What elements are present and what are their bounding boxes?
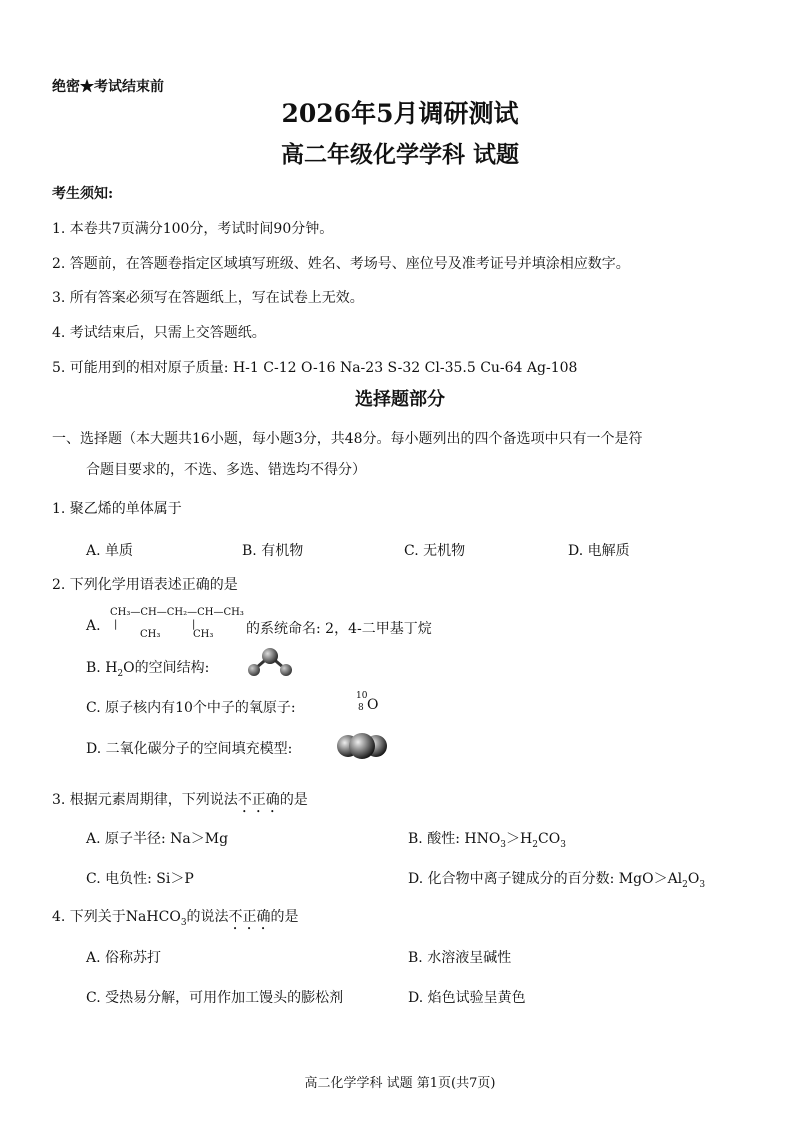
notice-item: 5. 可能用到的相对原子质量: H-1 C-12 O-16 Na-23 S-32 Cl-35.5 Cu-64 Ag-108 <box>52 360 578 376</box>
q2-option-d: D. 二氧化碳分子的空间填充模型: <box>86 741 293 757</box>
q3-option-d: D. 化合物中离子键成分的百分数: $MgO>Al_2O_3$ <box>408 871 706 890</box>
q1-option-c: C. 无机物 <box>404 543 466 559</box>
question-3-stem: 3. 根据元素周期律，下列说法不正确的是 <box>52 792 308 808</box>
structural-branch: | <box>192 619 196 630</box>
section-intro: 一、选择题（本大题共16小题，每小题3分，共48分。每小题列出的四个备选项中只有一个是符 <box>52 431 643 447</box>
q2-option-a-label: A. <box>86 618 101 634</box>
confidential-label: 绝密★考试结束前 <box>52 79 164 95</box>
notice-item: 4. 考试结束后，只需上交答题纸。 <box>52 325 266 341</box>
q3-option-b: B. 酸性: $HNO_3>H_2CO_3$ <box>408 831 566 850</box>
q3-option-a: A. 原子半径: Na＞Mg <box>86 831 229 847</box>
notice-item: 3. 所有答案必须写在答题纸上，写在试卷上无效。 <box>52 290 364 306</box>
q4-option-a: A. 俗称苏打 <box>86 950 162 966</box>
exam-subtitle: 高二年级化学学科 试题 <box>280 141 519 168</box>
structural-methyl: CH₃ <box>140 629 161 640</box>
q1-option-b: B. 有机物 <box>242 543 304 559</box>
atomic-number: 8 <box>358 703 364 713</box>
q4-option-c: C. 受热易分解，可用作加工馒头的膨松剂 <box>86 990 344 1006</box>
page-footer: 高二化学学科 试题 第1页(共7页) <box>304 1076 496 1091</box>
structural-branch: | <box>114 619 118 630</box>
q2-option-b: B. $H_2O$的空间结构: <box>86 660 210 679</box>
notice-item: 2. 答题前，在答题卷指定区域填写班级、姓名、考场号、座位号及准考证号并填涂相应数字。 <box>52 256 630 272</box>
question-1-stem: 1. 聚乙烯的单体属于 <box>52 501 182 517</box>
q1-option-a: A. 单质 <box>86 543 134 559</box>
q3-option-c: C. 电负性: Si＞P <box>86 871 194 887</box>
section-title: 选择题部分 <box>355 389 445 410</box>
q2-option-c: C. 原子核内有10个中子的氧原子: <box>86 700 296 716</box>
element-symbol: O <box>367 697 379 713</box>
notice-item: 1. 本卷共7页满分100分，考试时间90分钟。 <box>52 221 334 237</box>
q4-option-b: B. 水溶液呈碱性 <box>408 950 512 966</box>
water-molecule-model-icon <box>244 646 296 680</box>
notice-heading: 考生须知: <box>52 186 114 202</box>
question-4-stem: 4. 下列关于NaHCO$_3$的说法不正确的是 <box>52 909 299 928</box>
co2-space-filling-model-icon <box>335 728 389 762</box>
section-intro: 合题目要求的，不选、多选、错选均不得分） <box>86 462 366 478</box>
q4-option-d: D. 焰色试验呈黄色 <box>408 990 526 1006</box>
structural-formula: CH₃—CH—CH₂—CH—CH₃ <box>110 607 244 618</box>
q1-option-d: D. 电解质 <box>568 543 630 559</box>
mass-number: 10 <box>356 691 368 701</box>
question-2-stem: 2. 下列化学用语表述正确的是 <box>52 577 238 593</box>
q2-option-a-text: 的系统命名: 2，4-二甲基丁烷 <box>246 621 432 637</box>
exam-title: 2026年5月调研测试 <box>281 99 519 128</box>
structural-methyl: CH₃ <box>193 629 214 640</box>
